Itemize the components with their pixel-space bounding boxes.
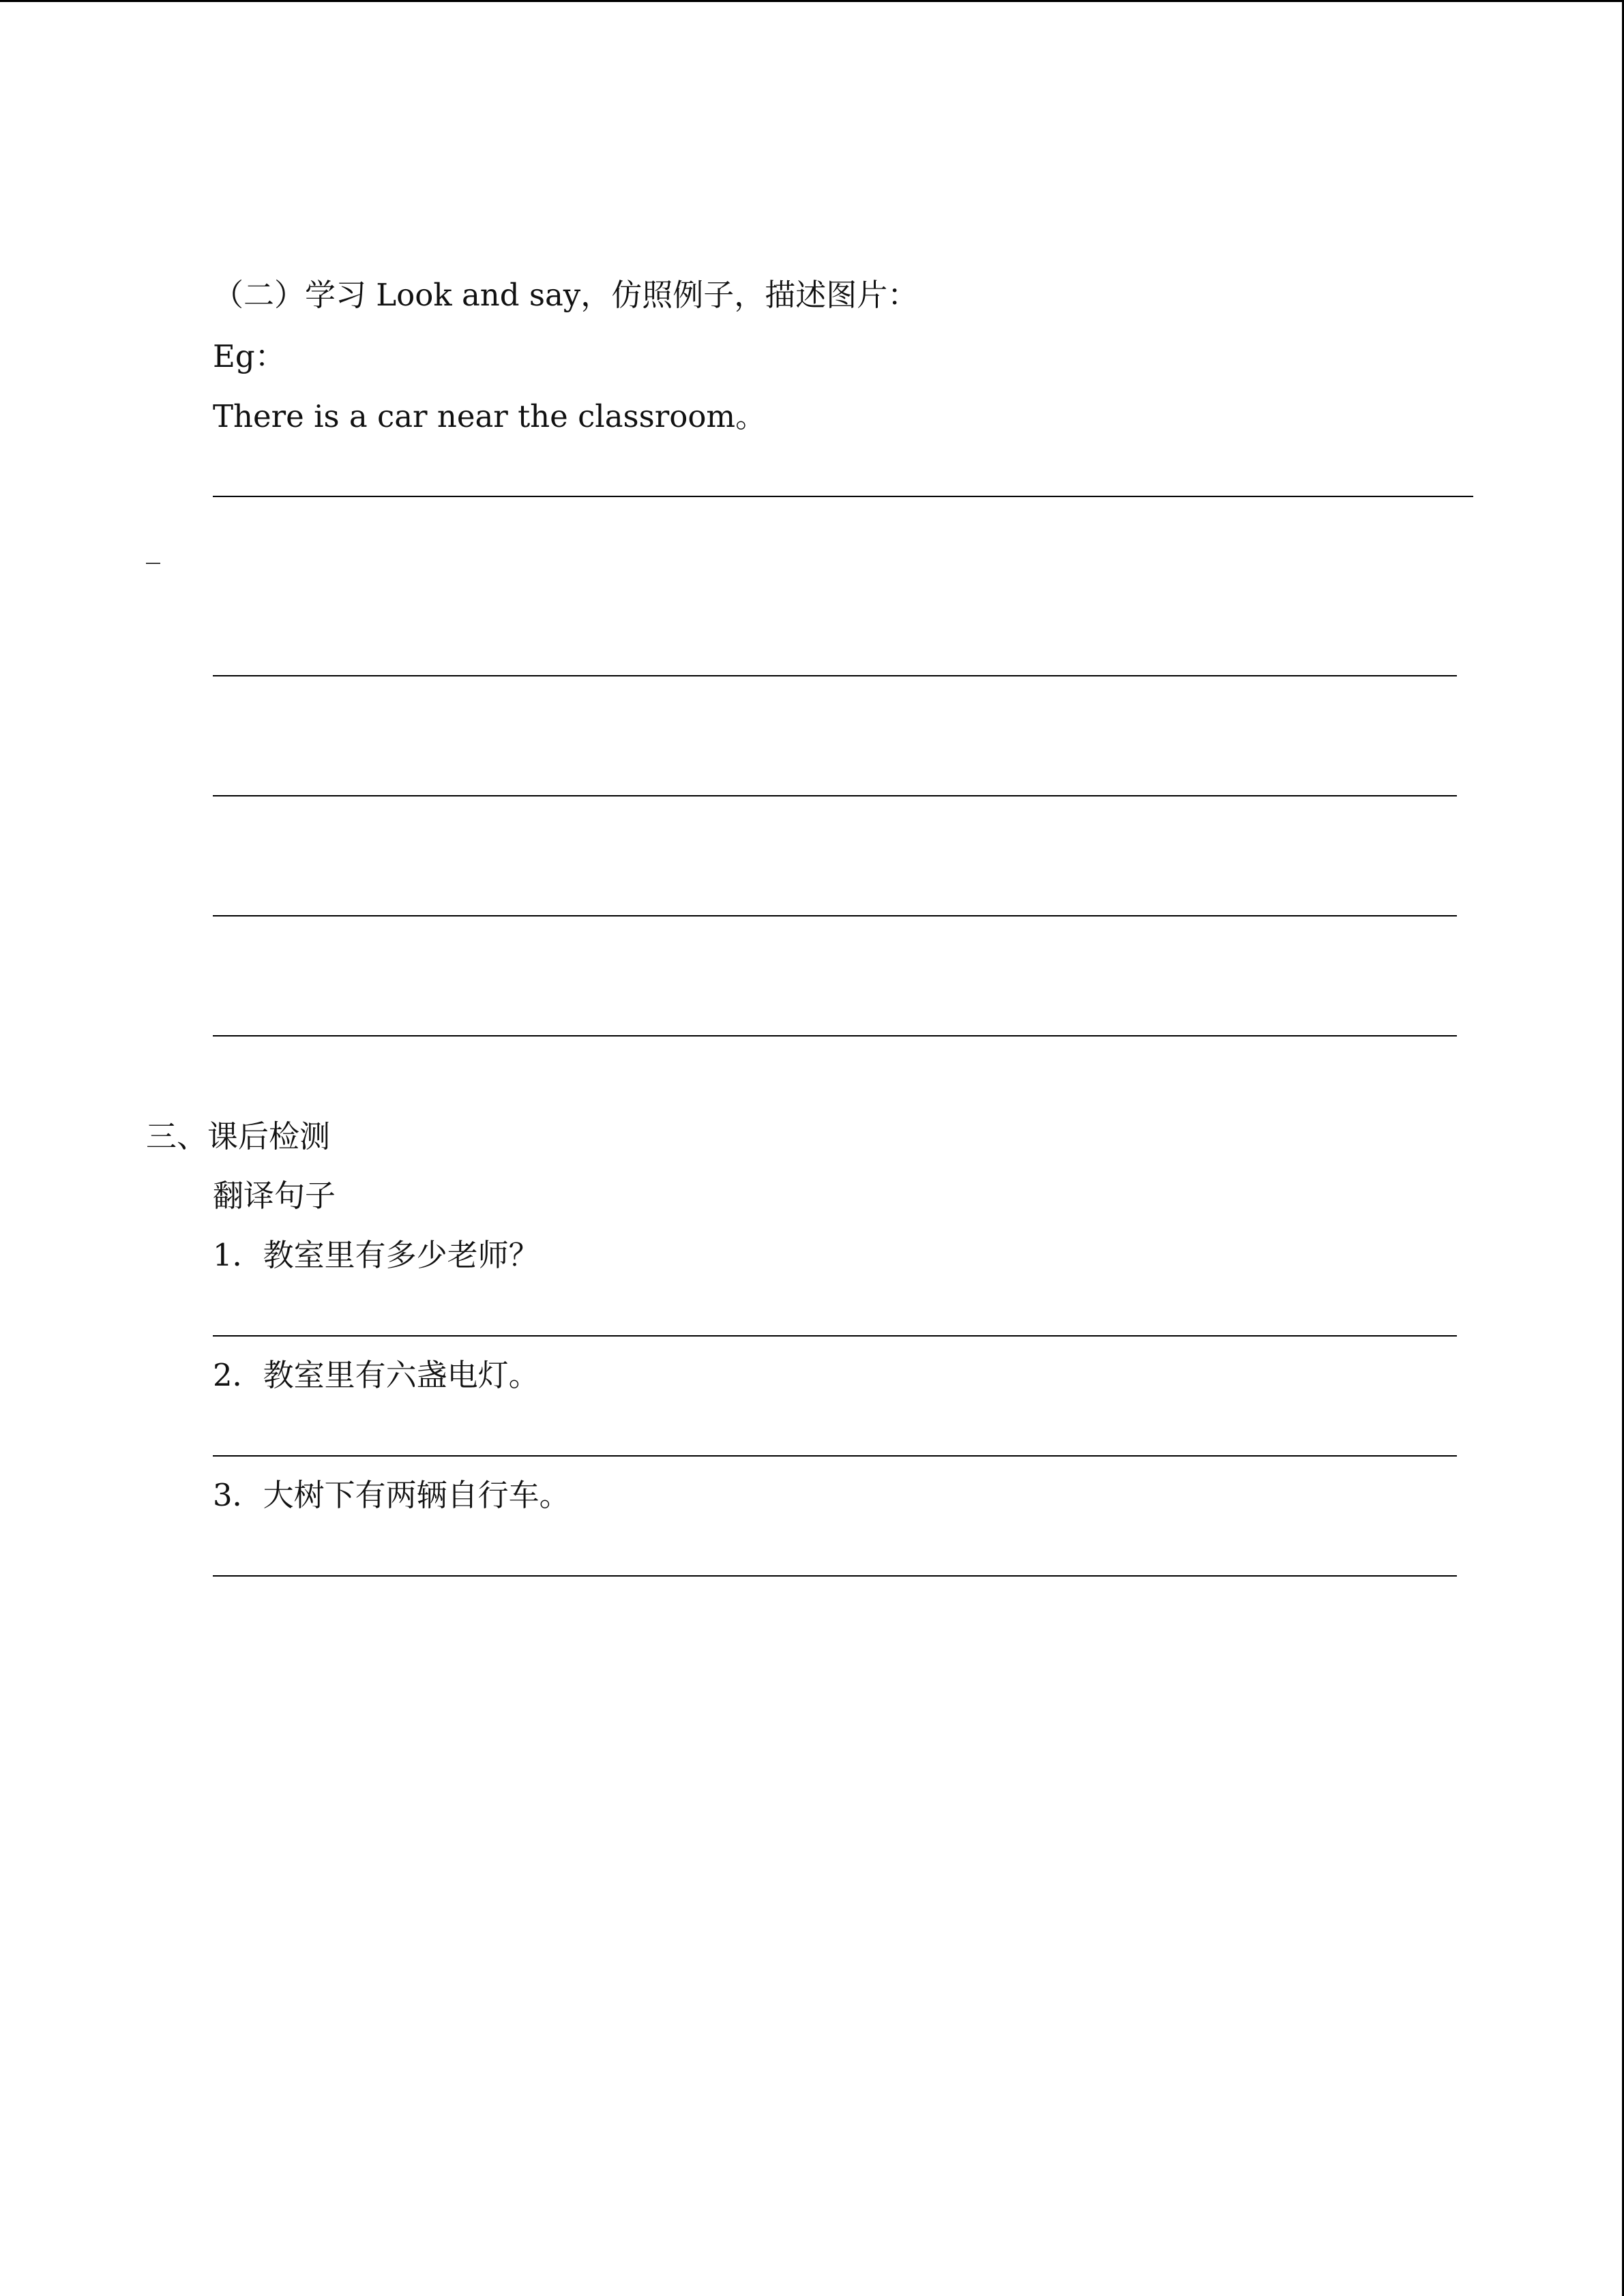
example-label: Eg： [213, 338, 286, 374]
question-2-answer-line[interactable] [213, 1455, 1457, 1457]
question-1-answer-line[interactable] [213, 1335, 1457, 1337]
answer-line-2[interactable] [213, 675, 1457, 676]
question-3-answer-line[interactable] [213, 1575, 1457, 1577]
answer-line-3[interactable] [213, 795, 1457, 796]
question-1 [213, 1237, 540, 1273]
stray-mark: _ [146, 531, 160, 564]
question-3 [213, 1477, 570, 1513]
answer-line-5[interactable] [213, 1035, 1457, 1037]
question-1-number: 1． [213, 1237, 263, 1273]
answer-line-4[interactable] [213, 915, 1457, 916]
question-1-text: 教室里有多少老师？ [263, 1237, 540, 1273]
answer-line-1[interactable] [213, 496, 1473, 497]
example-sentence: There is a car near the classroom。 [213, 398, 767, 434]
question-2-text: 教室里有六盏电灯。 [263, 1357, 540, 1393]
question-2-number: 2． [213, 1357, 263, 1393]
page-border-top [0, 0, 1624, 2]
translation-subheading: 翻译句子 [213, 1178, 336, 1214]
question-3-text: 大树下有两辆自行车。 [263, 1477, 570, 1513]
section-two-heading: （二）学习 Look and say，仿照例子，描述图片： [213, 277, 919, 313]
section-three-heading: 三、课后检测 [146, 1118, 331, 1154]
question-2 [213, 1357, 540, 1393]
question-3-number: 3． [213, 1477, 263, 1513]
